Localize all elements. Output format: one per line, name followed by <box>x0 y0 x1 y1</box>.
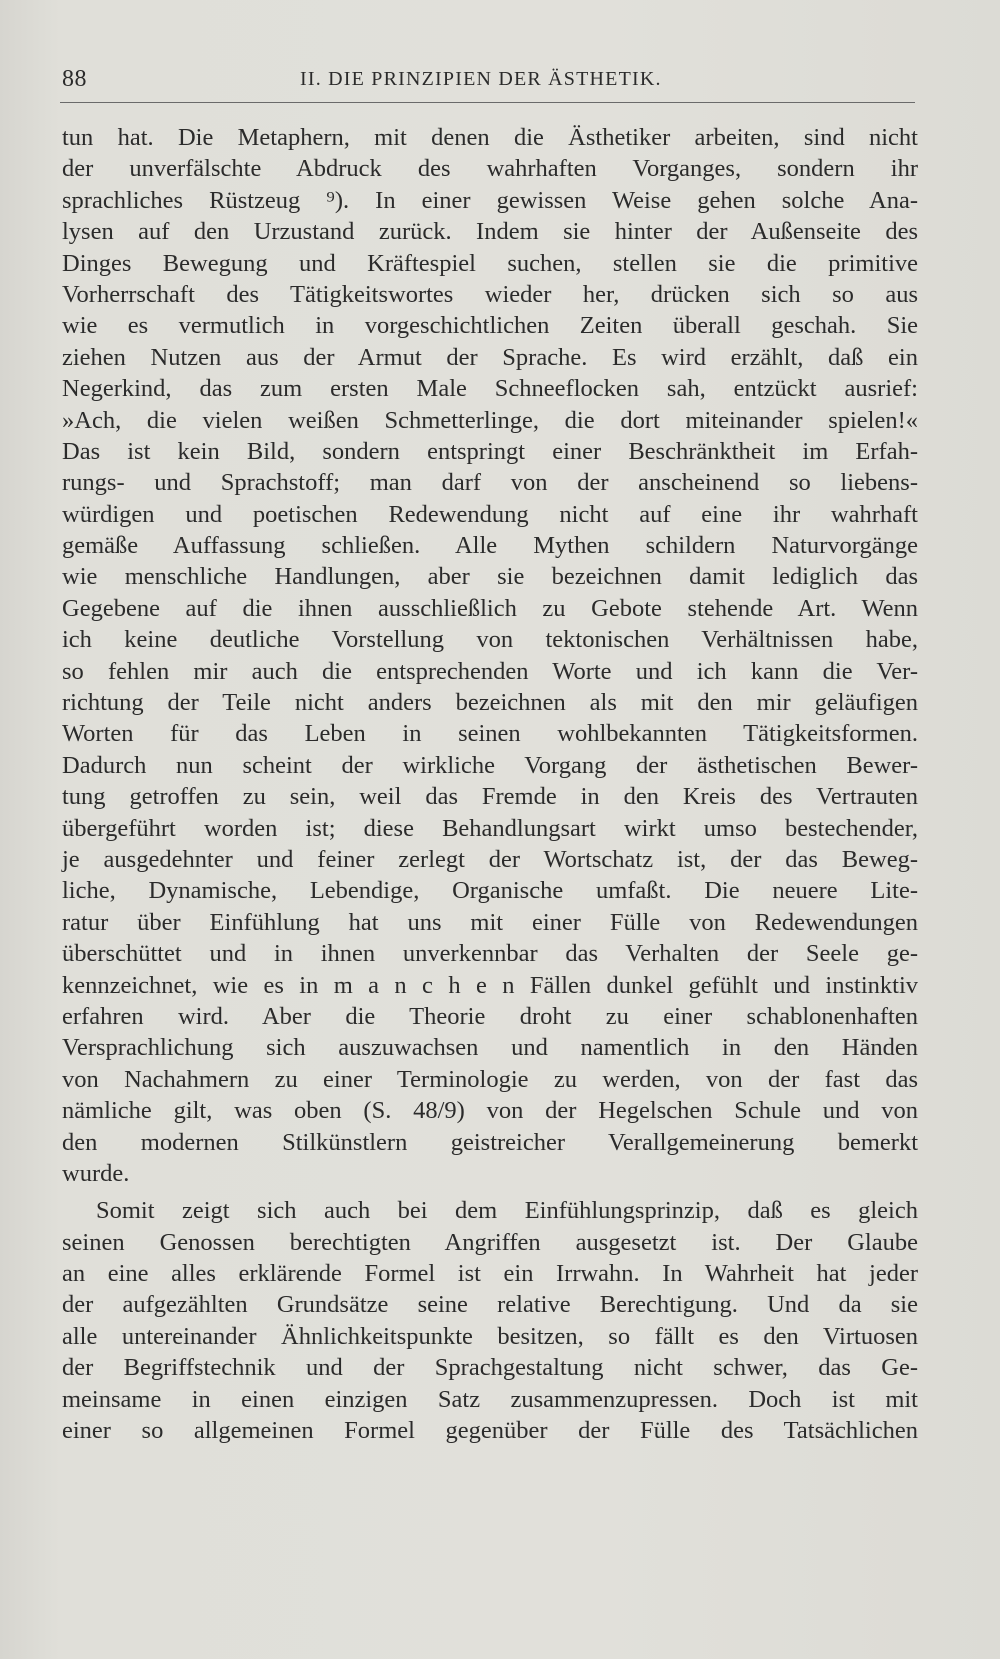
text-line: Versprachlichung sich auszuwachsen und namentlich in den Händen <box>62 1034 918 1062</box>
text-line: ich keine deutliche Vorstellung von tektonischen Verhältnissen habe, <box>62 626 918 654</box>
text-line: tung getroffen zu sein, weil das Fremde in den Kreis des Vertrauten <box>62 783 918 811</box>
text-line: gemäße Auffassung schließen. Alle Mythen schildern Naturvorgänge <box>62 532 918 560</box>
text-line: kennzeichnet, wie es in m a n c h e n Fällen dunkel gefühlt und instinktiv <box>62 971 918 999</box>
text-line: den modernen Stilkünstlern geistreicher Verallgemeinerung bemerkt <box>62 1128 918 1156</box>
text-line: ratur über Einfühlung hat uns mit einer Fülle von Redewendungen <box>62 908 918 936</box>
text-line: meinsame in einen einzigen Satz zusammenzupressen. Doch ist mit <box>62 1385 918 1413</box>
text-line: nämliche gilt, was oben (S. 48/9) von der Hegelschen Schule und von <box>62 1097 918 1125</box>
body-text <box>62 122 918 1446</box>
text-line: Somit zeigt sich auch bei dem Einfühlungsprinzip, daß es gleich <box>96 1197 918 1225</box>
text-line: tun hat. Die Metaphern, mit denen die Ästhetiker arbeiten, sind nicht <box>62 124 918 151</box>
text-line: Gegebene auf die ihnen ausschließlich zu Gebote stehende Art. Wenn <box>62 594 918 622</box>
text-line: lysen auf den Urzustand zurück. Indem sie hinter der Außenseite des <box>62 218 918 246</box>
text-line: ziehen Nutzen aus der Armut der Sprache. Es wird erzählt, daß ein <box>62 343 918 371</box>
text-line: Vorherrschaft des Tätigkeitswortes wieder her, drücken sich so aus <box>62 280 918 308</box>
text-line: Das ist kein Bild, sondern entspringt einer Beschränktheit im Erfah- <box>62 437 918 465</box>
paragraph <box>62 122 918 1189</box>
text-line: richtung der Teile nicht anders bezeichnen als mit den mir geläufigen <box>62 689 918 717</box>
text-line: wie menschliche Handlungen, aber sie bezeichnen damit lediglich das <box>62 563 918 591</box>
text-line: so fehlen mir auch die entsprechenden Worte und ich kann die Ver- <box>62 657 918 685</box>
text-line: sprachliches Rüstzeug ⁹). In einer gewissen Weise gehen solche Ana- <box>62 186 918 214</box>
page-header <box>60 62 915 103</box>
text-line: der Begriffstechnik und der Sprachgestaltung nicht schwer, das Ge- <box>62 1354 918 1382</box>
text-line: überschüttet und in ihnen unverkennbar das Verhalten der Seele ge- <box>62 940 918 968</box>
text-line: rungs- und Sprachstoff; man darf von der anscheinend so liebens- <box>62 469 918 497</box>
running-head: II. DIE PRINZIPIEN DER ÄSTHETIK. <box>300 68 662 90</box>
text-line: wurde. <box>62 1159 130 1187</box>
text-line: der aufgezählten Grundsätze seine relative Berechtigung. Und da sie <box>62 1291 918 1319</box>
text-line: übergeführt worden ist; diese Behandlungsart wirkt umso bestechender, <box>62 814 918 842</box>
text-line: einer so allgemeinen Formel gegenüber der Fülle des Tatsächlichen <box>62 1417 918 1445</box>
text-line: an eine alles erklärende Formel ist ein Irrwahn. In Wahrheit hat jeder <box>62 1260 918 1288</box>
text-line: alle untereinander Ähnlichkeitspunkte besitzen, so fällt es den Virtuosen <box>62 1322 918 1350</box>
text-line: erfahren wird. Aber die Theorie droht zu einer schablonenhaften <box>62 1002 918 1030</box>
text-line: »Ach, die vielen weißen Schmetterlinge, die dort miteinander spielen!« <box>62 406 918 434</box>
page-number: 88 <box>62 66 87 92</box>
text-line: Dadurch nun scheint der wirkliche Vorgang der ästhetischen Bewer- <box>62 751 918 779</box>
text-line: würdigen und poetischen Redewendung nicht auf eine ihr wahrhaft <box>62 500 918 528</box>
text-line: je ausgedehnter und feiner zerlegt der Wortschatz ist, der das Beweg- <box>62 845 918 873</box>
text-line: Worten für das Leben in seinen wohlbekannten Tätigkeitsformen. <box>62 720 918 748</box>
text-line: der unverfälschte Abdruck des wahrhaften Vorganges, sondern ihr <box>62 155 918 183</box>
text-line: Negerkind, das zum ersten Male Schneeflocken sah, entzückt ausrief: <box>62 375 918 403</box>
text-line: liche, Dynamische, Lebendige, Organische umfaßt. Die neuere Lite- <box>62 877 918 905</box>
text-line: Dinges Bewegung und Kräftespiel suchen, stellen sie die primitive <box>62 249 918 277</box>
text-line: seinen Genossen berechtigten Angriffen ausgesetzt ist. Der Glaube <box>62 1228 918 1256</box>
paragraph <box>62 1195 918 1446</box>
text-line: wie es vermutlich in vorgeschichtlichen Zeiten überall geschah. Sie <box>62 312 918 340</box>
text-line: von Nachahmern zu einer Terminologie zu werden, von der fast das <box>62 1065 918 1093</box>
